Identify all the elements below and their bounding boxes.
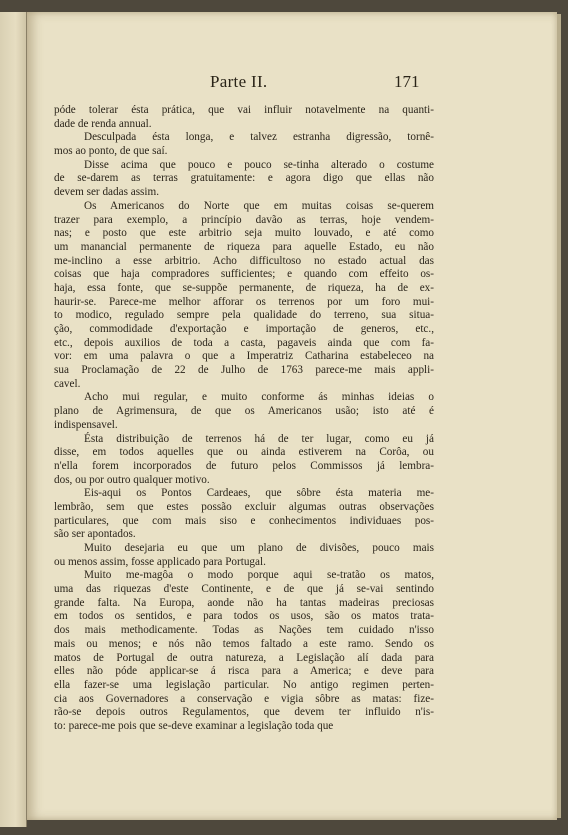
text-line: me-inclino a esse arbitrio. Acho difficultoso no estado actual das xyxy=(54,254,434,267)
paragraph xyxy=(54,131,434,158)
text-line: cia aos Governadores a conservação e vigia sôbre as matas: fize- xyxy=(54,692,434,705)
text-line: haja, essa fonte, que se-suppõe permanente, de riqueza, ha de ex- xyxy=(54,281,434,294)
text-line: Desculpada ésta longa, e talvez estranha digressão, tornê- xyxy=(84,131,434,144)
text-line: rão-se depois outros Regulamentos, que devem ter influido n'is- xyxy=(54,706,434,719)
text-line: lembrão, sem que estes possão excluir algumas outras observações xyxy=(54,500,434,513)
text-line: sua Proclamação de 22 de Julho de 1763 parece-me mais appli- xyxy=(54,364,434,377)
text-line: dade de renda annual. xyxy=(54,117,152,130)
paragraph xyxy=(54,487,434,542)
paragraph xyxy=(54,433,434,488)
text-line: to modico, regulado sempre pela qualidade do terreno, sua situa- xyxy=(54,309,434,322)
text-line: um manancial permanente de riqueza para aquelle Estado, eu não xyxy=(54,240,434,253)
text-line: devem ser dadas assim. xyxy=(54,186,160,199)
text-line: ella fazer-se uma legislação particular. No antigo regimen perten- xyxy=(54,678,434,691)
text-line: uma das riquezas d'este Continente, e de que já se-vai sentindo xyxy=(54,583,434,596)
running-head xyxy=(60,72,460,96)
body-text xyxy=(54,104,434,734)
text-line: ção, commodidade d'exportação e importação de generos, etc., xyxy=(54,323,434,335)
text-line: indispensavel. xyxy=(54,418,118,431)
text-line: disse, em todos aquelles que ou ainda estiverem na Corôa, ou xyxy=(54,446,434,459)
text-line: particulares, que com mais siso e conhecimentos individuaes pos- xyxy=(54,514,434,527)
paragraph xyxy=(54,542,434,569)
text-line: trazer para exemplo, a princípio davão as terras, hoje vendem- xyxy=(54,213,434,226)
paragraph xyxy=(54,569,434,733)
text-line: póde tolerar ésta prática, que vai influir notavelmente na quanti- xyxy=(54,104,434,116)
paragraph xyxy=(54,104,434,131)
paragraph xyxy=(54,200,434,392)
page-edge xyxy=(557,14,561,818)
section-title: Parte II. xyxy=(210,72,268,91)
text-line: mos ao ponto, de que saí. xyxy=(54,145,168,158)
text-line: ou menos assim, fosse applicado para Portugal. xyxy=(54,555,266,568)
text-line: etc., depois auxilios de toda a casta, pagaveis ainda que com fa- xyxy=(54,336,434,349)
text-line: plano de Agrimensura, de que os Americanos usão; isto até é xyxy=(54,405,434,418)
text-line: em todos os sentidos, e para todos os usos, são os matos trata- xyxy=(54,610,434,623)
text-line: coisas que haja compradores sufficientes; e quando com effeito os- xyxy=(54,268,434,281)
text-line: mais ou menos; e nós não temos faltado a este ramo. Sendo os xyxy=(54,637,434,650)
facing-page-edge xyxy=(0,12,27,827)
text-line: haurir-se. Parece-me melhor afforar os terrenos por um foro mui- xyxy=(54,295,434,308)
text-line: dos mais methodicamente. Todas as Nações tem cuidado n'isso xyxy=(54,624,434,637)
text-line: são ser apontados. xyxy=(54,528,136,541)
text-line: to: parece-me pois que se-deve examinar a legislação toda que xyxy=(54,719,334,732)
text-line: matos de Portugal de outra natureza, a Legislação alí dada para xyxy=(54,651,434,664)
text-line: de se-darem as terras gratuitamente: e agora digo que ellas não xyxy=(54,172,434,185)
text-line: Ésta distribuição de terrenos há de ter lugar, como eu já xyxy=(84,432,434,445)
text-line: elles não póde applicar-se á risca para a America; e deve para xyxy=(54,665,434,678)
text-line: dos, ou por outro qualquer motivo. xyxy=(54,473,210,486)
text-line: Acho mui regular, e muito conforme ás minhas ideias o xyxy=(84,391,434,404)
text-line: Muito desejaria eu que um plano de divisões, pouco mais xyxy=(84,542,434,554)
paragraph xyxy=(54,391,434,432)
text-line: Muito me-magôa o modo porque aqui se-tratão os matos, xyxy=(84,569,434,582)
paragraph xyxy=(54,159,434,200)
text-line: nas; e posto que este arbitrio seja muito louvado, e até como xyxy=(54,227,434,240)
text-line: cavel. xyxy=(54,377,81,390)
text-line: n'ella forem incorporados de futuro pelos Commissos já lembra- xyxy=(54,459,434,472)
page-number: 171 xyxy=(394,72,420,91)
text-line: Eis-aqui os Pontos Cardeaes, que sôbre ésta materia me- xyxy=(84,487,434,500)
text-line: vor: em uma palavra o que a Imperatriz Catharina estabeleceo na xyxy=(54,350,434,363)
text-line: Os Americanos do Norte que em muitas coisas se-querem xyxy=(84,199,434,212)
text-line: grande falta. Na Europa, aonde não ha tantas madeiras preciosas xyxy=(54,596,434,609)
text-line: Disse acima que pouco e pouco se-tinha alterado o costume xyxy=(84,158,434,171)
